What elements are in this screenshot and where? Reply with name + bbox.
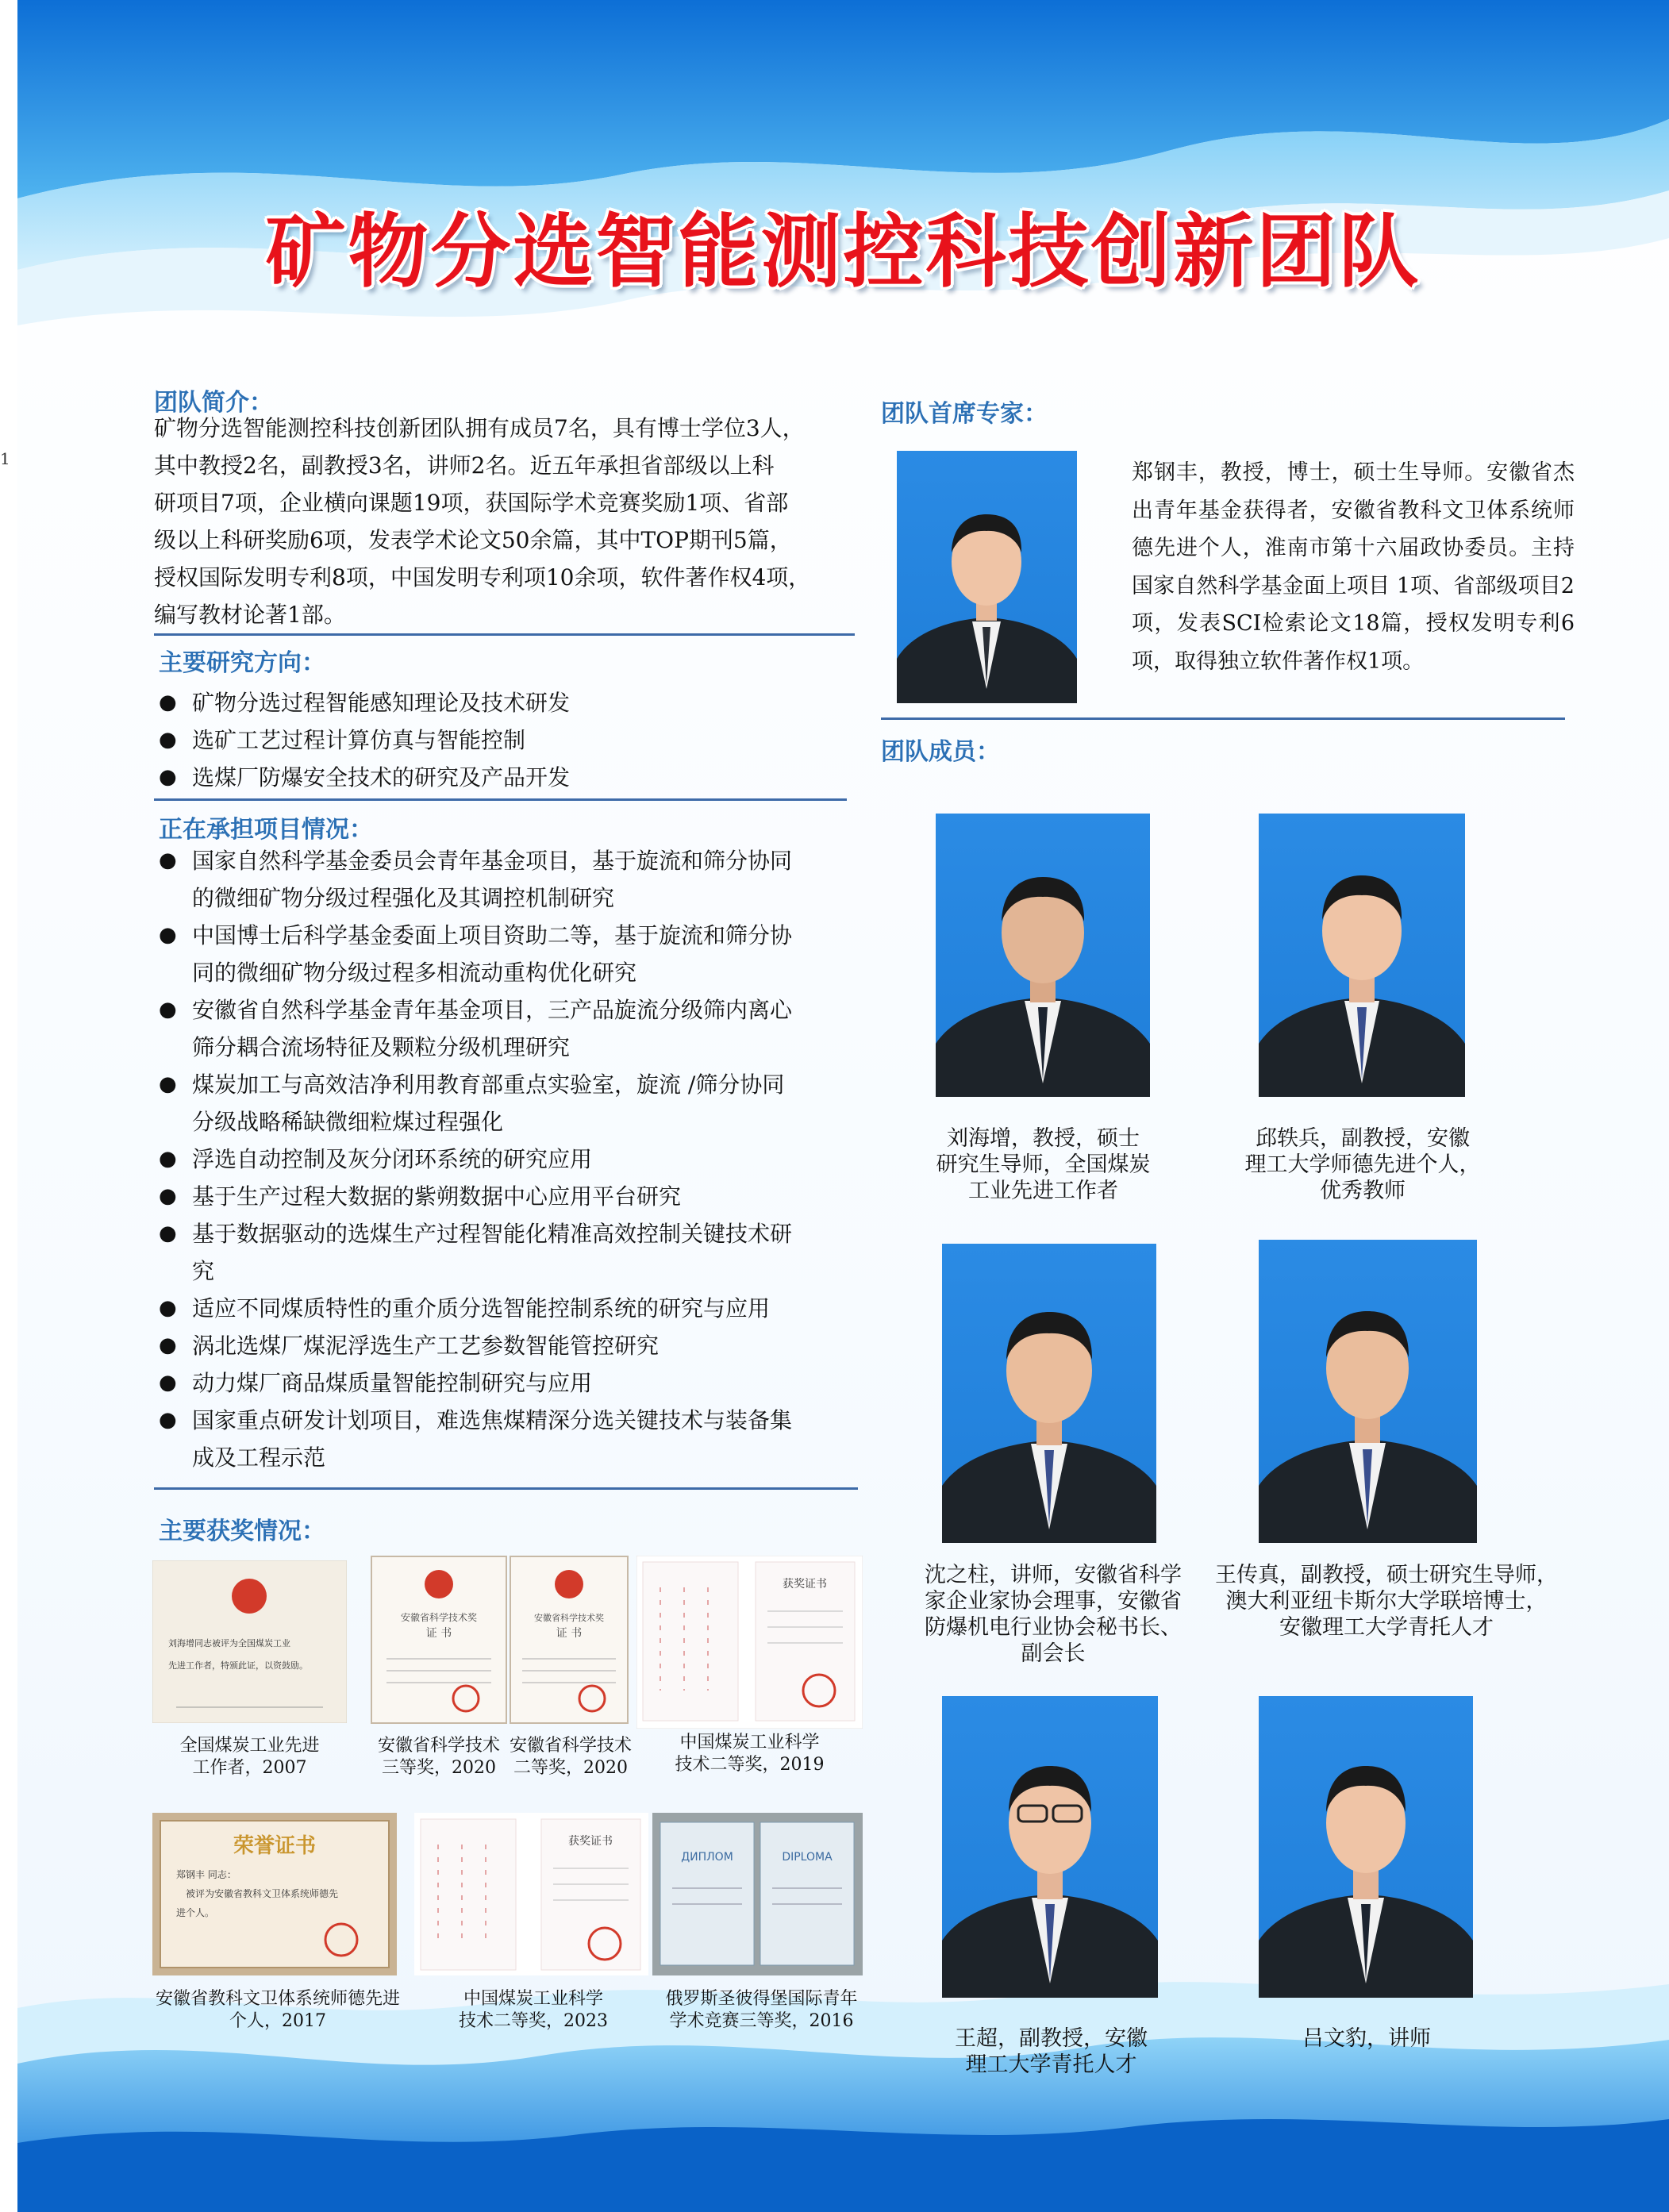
list-item bbox=[154, 917, 868, 991]
list-item bbox=[154, 1178, 868, 1215]
member-caption-line: 王超，副教授，安徽 bbox=[955, 2026, 1148, 2051]
cert-caption-line: 工作者，2007 bbox=[192, 1758, 307, 1778]
intro-line: 编写教材论著1部。 bbox=[154, 602, 346, 628]
member-caption-line: 澳大利亚纽卡斯尔大学联培博士， bbox=[1225, 1589, 1548, 1614]
member-portrait-photo bbox=[936, 814, 1150, 1097]
cert-text: 获奖证书 bbox=[783, 1578, 827, 1591]
directions-heading: 主要研究方向： bbox=[159, 649, 325, 677]
certificate-image bbox=[152, 1560, 347, 1723]
intro-line: 矿物分选智能测控科技创新团队拥有成员7名，具有博士学位3人， bbox=[154, 415, 805, 441]
member-caption bbox=[1232, 1125, 1494, 1204]
cert-text: 安徽省科学技术奖 bbox=[534, 1613, 604, 1623]
member-portrait-photo bbox=[942, 1244, 1156, 1543]
project-line: 基于生产过程大数据的紫朔数据中心应用平台研究 bbox=[192, 1183, 682, 1210]
cert-caption bbox=[652, 1988, 871, 2033]
bullet-icon: ● bbox=[159, 728, 177, 752]
cert-caption bbox=[430, 1988, 636, 2033]
list-item bbox=[154, 1141, 868, 1178]
certificate-image bbox=[510, 1556, 629, 1724]
list-item bbox=[154, 1402, 868, 1476]
member-caption-line: 副会长 bbox=[1021, 1641, 1086, 1666]
cert-text: 被评为安徽省教科文卫体系统师德先 bbox=[186, 1888, 339, 1899]
cert-caption-line: 学术竞赛三等奖，2016 bbox=[669, 2011, 854, 2031]
projects-list bbox=[154, 842, 868, 1476]
member-caption-line: 吕文豹，讲师 bbox=[1302, 2026, 1431, 2051]
chief-heading: 团队首席专家： bbox=[881, 400, 1048, 428]
member-portrait-photo bbox=[1259, 1240, 1477, 1543]
project-line: 涡北选煤厂煤泥浮选生产工艺参数智能管控研究 bbox=[192, 1333, 660, 1359]
project-line: 成及工程示范 bbox=[192, 1445, 326, 1471]
cert-caption-line: 俄罗斯圣彼得堡国际青年 bbox=[665, 1989, 858, 2009]
cert-text: 获奖证书 bbox=[568, 1835, 613, 1848]
cert-text: 郑钢丰 同志： bbox=[176, 1869, 237, 1880]
bullet-icon: ● bbox=[159, 1221, 177, 1245]
poster bbox=[17, 0, 1669, 2212]
member-caption bbox=[930, 2025, 1172, 2078]
cert-text: DIPLOMA bbox=[782, 1851, 833, 1864]
direction-text: 矿物分选过程智能感知理论及技术研发 bbox=[192, 690, 571, 716]
cert-caption-line: 中国煤炭工业科学 bbox=[679, 1733, 820, 1752]
certificate-image bbox=[371, 1556, 507, 1724]
bullet-icon: ● bbox=[159, 1147, 177, 1171]
member-caption-line: 安徽理工大学青托人才 bbox=[1279, 1615, 1494, 1640]
intro-line: 其中教授2名，副教授3名，讲师2名。近五年承担省部级以上科 bbox=[154, 452, 775, 479]
cert-caption-line: 技术二等奖，2023 bbox=[459, 2011, 608, 2031]
projects-heading: 正在承担项目情况： bbox=[159, 816, 373, 844]
bullet-icon: ● bbox=[159, 691, 177, 714]
list-item bbox=[154, 759, 868, 796]
section-divider bbox=[881, 717, 1565, 720]
cert-text: 先进工作者，特颁此证，以资鼓励。 bbox=[168, 1660, 308, 1671]
list-item bbox=[154, 1215, 868, 1290]
member-caption-line: 王传真，副教授，硕士研究生导师， bbox=[1215, 1563, 1558, 1587]
member-caption-line: 刘海增，教授，硕士 bbox=[947, 1126, 1140, 1151]
cert-caption-line: 三等奖，2020 bbox=[382, 1758, 496, 1778]
member-portrait-photo bbox=[1259, 1696, 1473, 1998]
bullet-icon: ● bbox=[159, 1296, 177, 1320]
person-silhouette-icon bbox=[897, 451, 1077, 703]
certificate-image bbox=[152, 1813, 397, 1975]
list-item bbox=[154, 1327, 868, 1364]
direction-text: 选煤厂防爆安全技术的研究及产品开发 bbox=[192, 764, 571, 791]
cert-text: 进个人。 bbox=[176, 1907, 215, 1918]
member-caption bbox=[1256, 2025, 1478, 2052]
person-silhouette-icon bbox=[1259, 1240, 1477, 1543]
bullet-icon: ● bbox=[159, 848, 177, 872]
cert-caption bbox=[151, 1988, 405, 2033]
project-line: 国家自然科学基金委员会青年基金项目，基于旋流和筛分协同 bbox=[192, 848, 793, 874]
person-silhouette-icon bbox=[942, 1696, 1158, 1998]
project-line: 动力煤厂商品煤质量智能控制研究与应用 bbox=[192, 1370, 593, 1396]
list-item bbox=[154, 1364, 868, 1402]
person-silhouette-icon bbox=[1259, 814, 1465, 1097]
list-item bbox=[154, 991, 868, 1066]
list-item bbox=[154, 842, 868, 917]
project-line: 的微细矿物分级过程强化及其调控机制研究 bbox=[192, 885, 615, 911]
project-line: 适应不同煤质特性的重介质分选智能控制系统的研究与应用 bbox=[192, 1295, 771, 1321]
cert-caption bbox=[367, 1735, 511, 1779]
bullet-icon: ● bbox=[159, 765, 177, 789]
project-line: 基于数据驱动的选煤生产过程智能化精准高效控制关键技术研 bbox=[192, 1221, 793, 1247]
intro-line: 级以上科研奖励6项，发表学术论文50余篇，其中TOP期刊5篇， bbox=[154, 527, 792, 553]
bullet-icon: ● bbox=[159, 1072, 177, 1096]
side-mark: 1 bbox=[0, 449, 10, 468]
cert-caption bbox=[652, 1732, 847, 1776]
list-item bbox=[154, 1290, 868, 1327]
bullet-icon: ● bbox=[159, 998, 177, 1021]
cert-caption-line: 安徽省科学技术 bbox=[377, 1736, 500, 1756]
cert-text: ДИПЛОМ bbox=[681, 1851, 733, 1864]
certificate-image bbox=[414, 1813, 648, 1975]
awards-heading: 主要获奖情况： bbox=[159, 1518, 325, 1545]
cert-text: 证 书 bbox=[425, 1627, 452, 1640]
cert-caption-line: 中国煤炭工业科学 bbox=[463, 1989, 603, 2009]
member-caption bbox=[914, 1125, 1172, 1204]
project-line: 分级战略稀缺微细粒煤过程强化 bbox=[192, 1109, 504, 1135]
poster-title: 矿物分选智能测控科技创新团队 bbox=[265, 205, 1421, 298]
list-item bbox=[154, 721, 868, 759]
cert-text: 荣誉证书 bbox=[233, 1834, 317, 1858]
person-silhouette-icon bbox=[942, 1244, 1156, 1543]
member-caption-line: 防爆机电行业协会秘书长、 bbox=[925, 1615, 1182, 1640]
member-caption-line: 邱轶兵，副教授，安徽 bbox=[1256, 1126, 1470, 1151]
person-silhouette-icon bbox=[1259, 1696, 1473, 1998]
cert-text: 安徽省科学技术奖 bbox=[400, 1612, 478, 1623]
member-portrait-photo bbox=[942, 1696, 1158, 1998]
cert-caption-line: 个人，2017 bbox=[229, 2011, 326, 2031]
certificate-image bbox=[652, 1813, 863, 1975]
list-item bbox=[154, 1066, 868, 1141]
cert-caption-line: 二等奖，2020 bbox=[513, 1758, 628, 1778]
project-line: 浮选自动控制及灰分闭环系统的研究应用 bbox=[192, 1146, 593, 1172]
member-caption bbox=[1208, 1562, 1565, 1641]
project-line: 安徽省自然科学基金青年基金项目，三产品旋流分级筛内离心 bbox=[192, 997, 793, 1023]
section-divider bbox=[154, 798, 847, 801]
intro-line: 研项目7项，企业横向课题19项，获国际学术竞赛奖励1项、省部 bbox=[154, 490, 789, 516]
member-caption-line: 家企业家协会理事，安徽省 bbox=[925, 1589, 1182, 1614]
intro-text bbox=[154, 410, 868, 633]
list-item bbox=[154, 684, 868, 721]
section-divider bbox=[154, 1487, 858, 1490]
cert-caption-line: 安徽省教科文卫体系统师德先进 bbox=[155, 1989, 400, 2009]
intro-line: 授权国际发明专利8项，中国发明专利项10余项，软件著作权4项， bbox=[154, 564, 811, 591]
project-line: 国家重点研发计划项目，难选焦煤精深分选关键技术与装备集 bbox=[192, 1407, 793, 1433]
cert-text: 刘海增同志被评为全国煤炭工业 bbox=[168, 1638, 290, 1648]
cert-caption-line: 安徽省科学技术 bbox=[509, 1736, 632, 1756]
member-caption-line: 理工大学青托人才 bbox=[965, 2052, 1137, 2077]
project-line: 筛分耦合流场特征及颗粒分级机理研究 bbox=[192, 1034, 571, 1060]
project-line: 同的微细矿物分级过程多相流动重构优化研究 bbox=[192, 960, 637, 986]
certificate-image bbox=[636, 1556, 863, 1729]
member-caption bbox=[914, 1562, 1192, 1667]
bullet-icon: ● bbox=[159, 1333, 177, 1357]
member-portrait-photo bbox=[1259, 814, 1465, 1097]
person-silhouette-icon bbox=[936, 814, 1150, 1097]
members-heading: 团队成员： bbox=[881, 738, 1000, 766]
chief-portrait-photo bbox=[897, 451, 1077, 703]
intro-heading: 团队简介： bbox=[154, 389, 273, 417]
bullet-icon: ● bbox=[159, 1408, 177, 1432]
project-line: 煤炭加工与高效洁净利用教育部重点实验室，旋流 /筛分协同 bbox=[192, 1071, 785, 1098]
project-line: 中国博士后科学基金委面上项目资助二等，基于旋流和筛分协 bbox=[192, 922, 793, 948]
member-caption-line: 优秀教师 bbox=[1320, 1179, 1406, 1203]
bullet-icon: ● bbox=[159, 1184, 177, 1208]
project-line: 究 bbox=[192, 1258, 215, 1284]
cert-text: 证 书 bbox=[556, 1627, 583, 1640]
bullet-icon: ● bbox=[159, 923, 177, 947]
member-caption-line: 理工大学师德先进个人， bbox=[1244, 1152, 1481, 1177]
cert-caption bbox=[152, 1735, 347, 1779]
section-divider bbox=[154, 633, 855, 636]
cert-caption-line: 全国煤炭工业先进 bbox=[179, 1736, 320, 1756]
cert-caption-line: 技术二等奖，2019 bbox=[675, 1755, 825, 1775]
member-caption-line: 沈之柱，讲师，安徽省科学 bbox=[925, 1563, 1182, 1587]
chief-bio: 郑钢丰，教授，博士，硕士生导师。安徽省杰出青年基金获得者，安徽省教科文卫体系统师德先进个人，淮南市第十六届政协委员。主持国家自然科学基金面上项目 1项、省部级项目2项，发表SCI检索论文18篇，授权发明专利6项，取得独立软件著作权1项。 bbox=[1132, 460, 1575, 674]
member-caption-line: 工业先进工作者 bbox=[968, 1179, 1118, 1203]
direction-text: 选矿工艺过程计算仿真与智能控制 bbox=[192, 727, 526, 753]
member-caption-line: 研究生导师，全国煤炭 bbox=[936, 1152, 1151, 1177]
cert-caption bbox=[503, 1735, 638, 1779]
bullet-icon: ● bbox=[159, 1371, 177, 1395]
directions-list bbox=[154, 684, 868, 796]
